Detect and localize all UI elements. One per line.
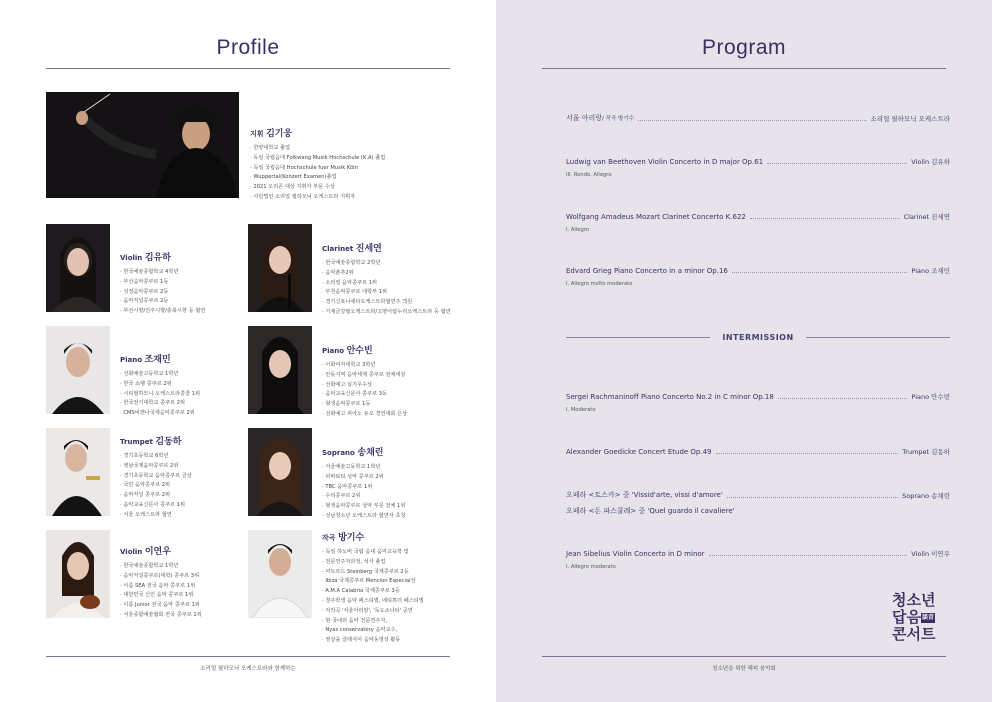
composer-photo [248, 530, 312, 618]
bio-line: · 음악저널 콩쿠르 2위 [120, 491, 260, 501]
program-piece: Edvard Grieg Piano Concerto in a minor Op.16 [566, 266, 728, 275]
program-performer: Piano 안수빈 [911, 393, 950, 401]
performer-role: Violin [120, 548, 143, 556]
performer-role: Clarinet [322, 245, 354, 253]
bio-line: · 부산시향/진주시향/충북시향 등 협연 [120, 307, 260, 317]
bio-line: · 거제금강필오케스트라/고양아람누리오케스트라 등 협연 [322, 308, 462, 318]
program-item [566, 447, 950, 456]
bio-line: · 성남청소년 오케스트라 협연자 초청 [322, 512, 462, 522]
performer-photo-violin-lee [46, 530, 110, 618]
program-note: / 작곡 방기수 [602, 116, 634, 122]
program-performer: Trumpet 김동하 [902, 448, 950, 456]
bio-line: · 이름 Junior 전국 음악 콩쿠르 1위 [120, 601, 260, 611]
leader-dots [638, 116, 867, 121]
program-performer: 소리얼 필하모닉 오케스트라 [870, 114, 950, 123]
bio-line: · 영남국제음악콩쿠르 2위 [120, 462, 260, 472]
bio-line: · 한국예술종합학교 1학년 [120, 562, 260, 572]
program-page [496, 0, 992, 702]
program-piece: Alexander Goedicke Concert Etude Op.49 [566, 447, 712, 456]
program-piece: Ludwig van Beethoven Violin Concerto in D major Op.61 [566, 157, 764, 166]
bio-line: · 대한민국 신인 음악 콩쿠르 1위 [120, 591, 260, 601]
performer-photo-violin-kim [46, 224, 110, 312]
performer-photo-trumpet-kim [46, 428, 110, 516]
bio-line: · Wuppertal(Konzert Examen)졸업 [250, 173, 450, 183]
bio-line: · 미트르드 Steinberg 국제콩쿠르 2등 [322, 568, 462, 578]
intermission-divider [566, 333, 950, 342]
leader-dots [709, 551, 908, 556]
conductor-bio [250, 126, 450, 203]
conductor-role: 지휘 [250, 130, 264, 138]
performer-role: Piano [322, 347, 345, 355]
program-title-rule [542, 68, 946, 69]
program-performer: Soprano 송채린 [902, 491, 950, 500]
program-performer: Violin 이연우 [911, 550, 950, 558]
bio-line: · 경기초등학교 6학년 [120, 452, 260, 462]
bio-line: · 음악저널콩쿠르 2등 [120, 297, 260, 307]
bio-line: · Nyas conservatory 음악교수, [322, 626, 462, 636]
performer-name: 김동하 [155, 437, 182, 447]
program-item [566, 392, 950, 413]
bio-line: · 시티필하모니 오케스트라콩쿨 1위 [120, 390, 260, 400]
bio-trumpet-kim [120, 434, 260, 521]
performer-role: Trumpet [120, 438, 153, 446]
program-item [566, 490, 950, 516]
bio-line: · 안동지역 음악세계 콩쿠르 전체대상 [322, 371, 462, 381]
program-item [566, 549, 950, 570]
program-piece: Jean Sibelius Violin Concerto in D minor [566, 549, 705, 558]
bio-line: · 피바로티 성악 콩쿠르 2위 [322, 473, 462, 483]
bio-line: · 국민 음악콩쿠르 2위 [120, 481, 260, 491]
program-piece: Wolfgang Amadeus Mozart Clarinet Concerto K.622 [566, 212, 746, 221]
bio-soprano-song [322, 445, 462, 522]
program-performer: Violin 김유하 [911, 158, 950, 166]
bio-violin-kim [120, 250, 260, 317]
program-movement: III. Rondo. Allegro [566, 172, 612, 178]
bio-line: · A.M.A Calabria 국제콩쿠르 3등 [322, 587, 462, 597]
performer-photo-clarinet-jin [248, 224, 312, 312]
divider-line [806, 337, 950, 338]
bio-line: · 음악교육신문사 콩쿠르 1위 [120, 501, 260, 511]
leader-dots [750, 214, 900, 219]
program-footer: 청소년을 위한 해피 음악회 [712, 666, 776, 672]
bio-line: · 한국예술종합학교 2학년 [322, 259, 462, 269]
performer-photo-piano-ahn [248, 326, 312, 414]
bio-line: · 음악교육신문사 콩쿠르 3등 [322, 390, 462, 400]
leader-dots [778, 394, 908, 399]
bio-line: · 2021 오리콘 대상 지휘자 부문 수상 [250, 183, 450, 193]
logo-line1: 청소년 [892, 591, 936, 609]
performer-name: 방기수 [338, 533, 365, 543]
performer-role: 작곡 [322, 534, 336, 542]
bio-line: · 이화여자대학교 3학년 [322, 361, 462, 371]
bio-line: · 부산음악콩쿠르 1등 [120, 278, 260, 288]
bio-line: · TBC 음악콩쿠르 1위 [322, 483, 462, 493]
bio-line: · 자작곡 '서울아리랑', '독도소나타' 공연 [322, 607, 462, 617]
performer-photo-piano-jo [46, 326, 110, 414]
performer-name: 송채린 [357, 448, 384, 458]
bio-line: · 음악춘추2위 [322, 269, 462, 279]
bio-line: · 전문연주자과정, 석사 졸업 [322, 558, 462, 568]
logo-line3: 콘서트 [892, 625, 936, 643]
bio-line: · 형생음악콩쿠르 1등 [322, 400, 462, 410]
program-title: Program [701, 36, 787, 59]
bio-composer [322, 530, 462, 646]
bio-line: · 경기신포니에타오케스트라협연주 객원 [322, 298, 462, 308]
logo-badge: 談音 [921, 613, 934, 621]
program-item [566, 212, 950, 233]
bio-line: · 수리콩쿠르 2위 [322, 492, 462, 502]
leader-dots [716, 449, 899, 454]
bio-line: · 서울 오케스트라 협연 [120, 511, 260, 521]
performer-name: 진세연 [355, 244, 382, 254]
profile-title-rule [46, 68, 450, 69]
performer-name: 김유하 [144, 253, 171, 263]
performer-role: Piano [120, 356, 143, 364]
leader-dots [727, 493, 898, 498]
program-piece: 오페라 <토스카> 중 'Vissid'arte, vissi d'amore' [566, 491, 723, 499]
program-movement: I. Allegro moderato [566, 564, 616, 570]
program-movement: I. Allegro [566, 227, 589, 233]
program-item [566, 113, 950, 123]
bio-line: · 한양대학교 졸업 [250, 144, 450, 154]
bio-piano-ahn [322, 343, 462, 420]
bio-line: · 독일 하노버 국립 음대 음악교육학 및 [322, 548, 462, 558]
bio-line: · 사단법인 소리얼 필하모닉 오케스트라 지휘자 [250, 193, 450, 203]
bio-line: · 독일 국립음대 Hochschule fuer Musik Köln [250, 164, 450, 174]
leader-dots [767, 159, 907, 164]
program-movement: I. Allegro molto moderato [566, 281, 633, 287]
bio-line: · Ibiza 국제콩쿠르 Mencion Especial상 [322, 577, 462, 587]
concert-logo [892, 592, 948, 643]
program-item [566, 266, 950, 287]
bio-line: · 선화예술고등학교 1학년 [120, 370, 260, 380]
performer-photo-soprano-song [248, 428, 312, 516]
bio-line: · CMS비엔나국제음악콩쿠르 2위 [120, 409, 260, 419]
profile-footer-rule [46, 656, 450, 657]
program-movement: I. Moderato [566, 407, 596, 413]
bio-line: · 청주학생 음악 페스티벌, 에티튜더 페스티벌 [322, 597, 462, 607]
bio-piano-jo [120, 352, 260, 419]
bio-line: · 선화예고 피아노 듀오 경연대회 은상 [322, 410, 462, 420]
bio-line: · 한국 쇼팽 콩쿠르 2위 [120, 380, 260, 390]
bio-line: · 부천음악콩쿠르 대학부 1위 [322, 288, 462, 298]
performer-role: Violin [120, 254, 143, 262]
intermission-label: INTERMISSION [722, 333, 794, 342]
program-footer-rule [542, 656, 946, 657]
bio-line: · 이름 SEA 전국 음악 콩쿠르 1위 [120, 582, 260, 592]
program-piece: Sergei Rachmaninoff Piano Concerto No.2 in C minor Op.18 [566, 392, 774, 401]
bio-line: · 서울예술고등학교 1학년 [322, 463, 462, 473]
bio-violin-lee [120, 544, 260, 621]
leader-dots [732, 268, 908, 273]
bio-line: · 형생음악콩쿠르 성악 부문 전체 1위 [322, 502, 462, 512]
bio-line: · 음악저널콩쿠르(대학) 콩쿠르 3위 [120, 572, 260, 582]
bio-clarinet-jin [322, 241, 462, 318]
bio-line: · 한국전기대학교 콩쿠르 2위 [120, 399, 260, 409]
performer-name: 안수빈 [346, 346, 373, 356]
program-item [566, 157, 950, 178]
program-piece-second: 오페라 <돈 파스쿨레> 중 'Quel guardo il cavaliere' [566, 507, 735, 515]
conductor-name: 김기웅 [266, 129, 293, 139]
bio-line: · 현 국내외 음악 전문연주자, [322, 617, 462, 627]
bio-line: · 서울종합예술협회 전국 콩쿠르 1위 [120, 611, 260, 621]
profile-footer: 소리얼 필하모닉 오케스트라와 함께하는 [200, 666, 296, 672]
program-piece: 서울 아리랑 [566, 114, 603, 122]
bio-line: · 독일 국립음대 Folkwang Musik Hochschule (K.A) 졸업 [250, 154, 450, 164]
profile-title: Profile [216, 36, 280, 59]
conductor-photo [46, 92, 239, 198]
bio-line: · 경기초등학교 음악콩쿠르 금상 [120, 472, 260, 482]
bio-line: · 한국예술종합학교 4학년 [120, 268, 260, 278]
logo-line2: 답음 [892, 608, 921, 626]
bio-line: · 성정음악콩쿠르 2등 [120, 288, 260, 298]
performer-name: 이연우 [144, 547, 171, 557]
bio-line: · 영상을 클래식어 음악동영상 활동 [322, 636, 462, 646]
divider-line [566, 337, 710, 338]
performer-name: 조재민 [144, 355, 171, 365]
performer-role: Soprano [322, 449, 355, 457]
program-performer: Piano 조재민 [911, 267, 950, 275]
program-performer: Clarinet 진세연 [903, 213, 950, 221]
bio-line: · 선화예고 실기우수상 [322, 381, 462, 391]
bio-line: · 소리얼 음악콩쿠르 1위 [322, 279, 462, 289]
